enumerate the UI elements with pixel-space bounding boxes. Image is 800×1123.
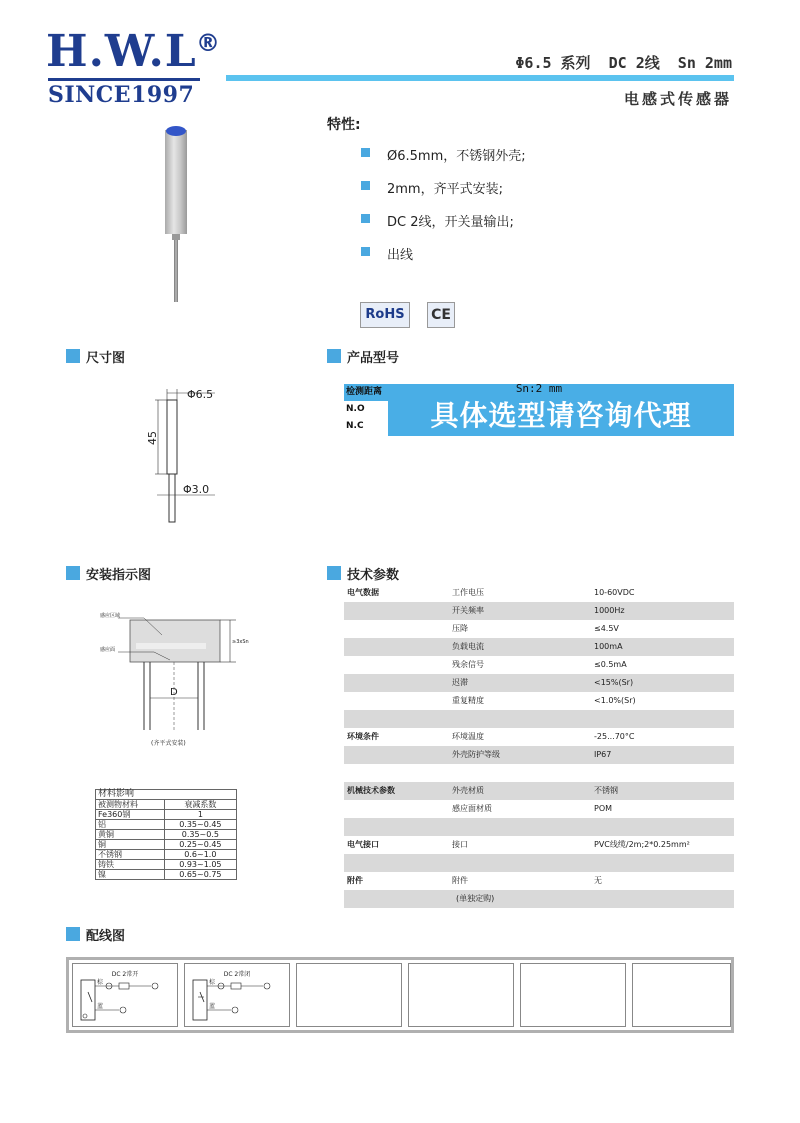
material-header-material: 被测物材料 [96, 800, 165, 810]
bullet-icon [361, 181, 370, 190]
feature-item: Ø6.5mm，不锈钢外壳; [361, 145, 661, 178]
wiring-diagram-no-icon [73, 964, 177, 1026]
section-tech: 技术参数 [327, 566, 467, 580]
section-install: 安装指示图 [66, 566, 226, 580]
tech-params-table [344, 584, 734, 908]
table-row: 环境条件 环境温度 -25...70°C [347, 732, 635, 741]
wiring-cell-empty [520, 963, 626, 1027]
model-header-label: 检测距离 [344, 384, 388, 401]
install-label-area: 感应区域 [100, 613, 121, 619]
product-subtitle: 电感式传感器 [623, 90, 732, 108]
table-row: 铜 0.25~0.45 [96, 840, 237, 850]
bullet-icon [361, 247, 370, 256]
brand-logo: H.W.L [46, 26, 197, 77]
brand-since: SINCE1997 [48, 82, 195, 108]
section-wiring: 配线图 [66, 927, 206, 941]
table-row: 电气接口 接口 PVC线缆/2m;2*0.25mm² [347, 840, 690, 849]
wiring-cell-empty [408, 963, 514, 1027]
logo-underline [48, 78, 200, 81]
install-label-face: 感应面 [100, 647, 116, 653]
feature-item: DC 2线，开关量输出; [361, 211, 661, 244]
dim-diameter-top: Φ6.5 [187, 388, 214, 401]
section-dimensions: 尺寸图 [66, 349, 206, 363]
dimension-drawing [145, 385, 245, 525]
material-header-factor: 衰减系数 [164, 800, 236, 810]
bullet-icon [361, 148, 370, 157]
feature-item: 出线 [361, 244, 661, 277]
sensor-face [166, 126, 186, 136]
table-row: 镍 0.65~0.75 [96, 870, 237, 880]
sensor-body [165, 130, 187, 234]
wiring-cell-empty [632, 963, 731, 1027]
registered-mark: ® [196, 29, 220, 57]
wiring-cell-nc: DC 2常闭 棕 蓝 [184, 963, 290, 1027]
wiring-cell-empty [296, 963, 402, 1027]
features-list [361, 145, 661, 277]
section-model: 产品型号 [327, 349, 467, 363]
dim-length: 45 [146, 431, 159, 445]
table-row-spacer [344, 764, 734, 782]
table-row: 铸铁 0.93~1.05 [96, 860, 237, 870]
section-marker-icon [327, 566, 341, 580]
dim-diameter-cable: Φ3.0 [183, 483, 210, 496]
install-drawing [84, 605, 264, 755]
features-title: 特性: [327, 117, 361, 133]
material-table [95, 789, 237, 880]
sensor-cable [174, 240, 178, 302]
table-row: 黄铜 0.35~0.5 [96, 830, 237, 840]
table-row: 开关频率 1000Hz [344, 602, 734, 620]
table-row: 重复精度 <1.0%(Sr) [452, 696, 636, 705]
table-row: 电气数据 工作电压 10-60VDC [347, 588, 635, 597]
section-marker-icon [327, 349, 341, 363]
model-row-no: N.O [344, 401, 388, 418]
table-row: 感应面材质 POM [452, 804, 613, 813]
table-row-spacer [344, 854, 734, 872]
table-row: 压降 ≤4.5V [452, 624, 619, 633]
ce-badge: CE [427, 302, 455, 328]
section-marker-icon [66, 566, 80, 580]
install-caption: (齐平式安装) [151, 740, 186, 747]
svg-text:棕: 棕 [209, 979, 216, 986]
bullet-icon [361, 214, 370, 223]
svg-text:蓝: 蓝 [209, 1003, 216, 1010]
table-row: 负载电流 100mA [344, 638, 734, 656]
material-title: 材料影响 [96, 790, 237, 800]
svg-text:棕: 棕 [97, 979, 104, 986]
table-row: 附件 附件 无 [347, 876, 602, 885]
install-d-label: D [170, 687, 178, 698]
table-row: (单独定购) [344, 890, 734, 908]
rohs-badge: RoHS [360, 302, 410, 328]
table-row: 机械技术参数 外壳材质 不锈钢 [344, 782, 734, 800]
table-row: 外壳防护等级 IP67 [344, 746, 734, 764]
header-bar [226, 75, 734, 81]
install-distance: ≥3xSn [232, 639, 249, 645]
wiring-cell-no: DC 2常开 棕 蓝 [72, 963, 178, 1027]
series-title: Φ6.5 系列 DC 2线 Sn 2mm [515, 54, 732, 72]
model-row-nc: N.C [344, 418, 388, 436]
model-notice: 具体选型请咨询代理 [430, 399, 692, 432]
table-row-spacer [344, 710, 734, 728]
table-row: Fe360钢 1 [96, 810, 237, 820]
svg-text:蓝: 蓝 [97, 1003, 104, 1010]
section-marker-icon [66, 927, 80, 941]
feature-item: 2mm，齐平式安装; [361, 178, 661, 211]
wiring-panel [66, 957, 734, 1033]
model-sn: Sn:2 mm [515, 382, 563, 395]
table-row: 残余信号 ≤0.5mA [452, 660, 627, 669]
wiring-diagram-nc-icon [185, 964, 289, 1026]
section-marker-icon [66, 349, 80, 363]
table-row: 不锈钢 0.6~1.0 [96, 850, 237, 860]
table-row: 铝 0.35~0.45 [96, 820, 237, 830]
table-row: 迟滞 <15%(Sr) [344, 674, 734, 692]
table-row-spacer [344, 818, 734, 836]
